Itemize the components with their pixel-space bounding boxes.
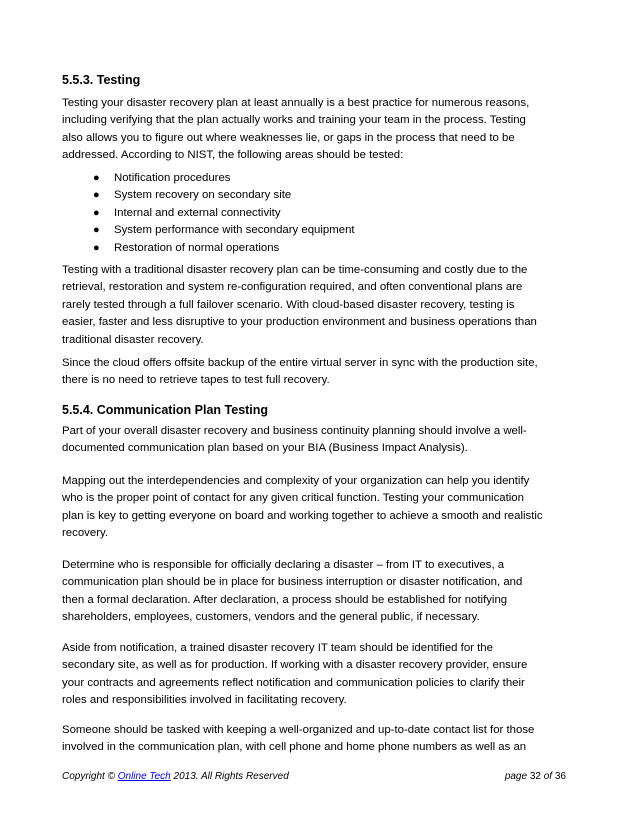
- text-line: including verifying that the plan actually works and training your team in the process. Testing: [62, 114, 526, 127]
- bullet-icon: ●: [93, 241, 100, 254]
- section-heading-communication-plan-testing: 5.5.4. Communication Plan Testing: [62, 403, 269, 417]
- text-line: there is no need to retrieve tapes to test full recovery.: [62, 374, 330, 387]
- page-prefix: page: [504, 771, 530, 782]
- text-line: documented communication plan based on your BIA (Business Impact Analysis).: [62, 442, 468, 455]
- communication-declaration-paragraph: [62, 557, 576, 627]
- list-item: [62, 240, 576, 257]
- text-line: Determine who is responsible for officially declaring a disaster – from IT to executives, a: [62, 559, 505, 571]
- page-total: 36: [554, 771, 566, 782]
- nist-test-areas-list: [62, 170, 576, 257]
- text-line: Aside from notification, a trained disaster recovery IT team should be identified for the: [62, 642, 493, 654]
- text-line: communication plan should be in place for business interruption or disaster notification, and: [62, 576, 523, 589]
- section-heading-testing: 5.5.3. Testing: [62, 73, 141, 87]
- list-item: [62, 170, 576, 187]
- text-line: also allows you to figure out where weaknesses lie, or gaps in the process that need to be: [62, 131, 515, 144]
- text-line: secondary site, as well as for production. If working with a disaster recovery provider, ensure: [62, 659, 528, 672]
- text-line: Testing your disaster recovery plan at least annually is a best practice for numerous reasons,: [62, 97, 530, 109]
- copyright-prefix: Copyright ©: [62, 771, 118, 782]
- testing-intro-paragraph: [62, 95, 576, 165]
- page-of: of: [540, 771, 555, 782]
- list-item: [62, 205, 576, 222]
- list-item: [62, 222, 576, 239]
- text-line: shareholders, employees, customers, vendors and the general public, if necessary.: [62, 611, 480, 624]
- bullet-icon: ●: [93, 189, 100, 202]
- text-line: who is the proper point of contact for any given critical function. Testing your communication: [62, 492, 524, 505]
- text-line: recovery.: [62, 527, 108, 540]
- bullet-icon: ●: [93, 224, 100, 237]
- text-line: retrieval, restoration and system re-configuration required, and often conventional plans are: [62, 281, 523, 294]
- list-item-text: System recovery on secondary site: [114, 189, 292, 202]
- copyright-suffix: 2013. All Rights Reserved: [170, 771, 289, 782]
- communication-intro-paragraph: [62, 423, 576, 458]
- text-line: Someone should be tasked with keeping a well-organized and up-to-date contact list for those: [62, 724, 535, 736]
- communication-mapping-paragraph: [62, 473, 576, 543]
- communication-contact-list-paragraph: [62, 722, 576, 757]
- list-item: [62, 187, 576, 204]
- copyright-notice: [62, 770, 289, 784]
- text-line: roles and responsibilities involved in facilitating recovery.: [62, 694, 347, 707]
- online-tech-link[interactable]: Online Tech: [117, 771, 171, 782]
- text-line: plan is key to getting everyone on board and working together to achieve a smooth and realistic: [62, 509, 543, 522]
- text-line: involved in the communication plan, with cell phone and home phone numbers as well as an: [62, 741, 527, 754]
- list-item-text: System performance with secondary equipment: [114, 224, 355, 237]
- list-item-text: Internal and external connectivity: [114, 206, 281, 219]
- text-line: easier, faster and less disruptive to your production environment and business operations than: [62, 316, 537, 329]
- text-line: your contracts and agreements reflect notification and communication policies to clarify their: [62, 676, 525, 689]
- text-line: traditional disaster recovery.: [62, 333, 204, 346]
- communication-team-paragraph: [62, 640, 576, 710]
- page-current: 32: [529, 771, 541, 782]
- testing-traditional-paragraph: [62, 262, 576, 349]
- page-number: [505, 770, 566, 784]
- text-line: Part of your overall disaster recovery and business continuity planning should involve a well-: [62, 425, 527, 437]
- testing-cloud-paragraph: [62, 355, 576, 390]
- list-item-text: Notification procedures: [114, 172, 231, 184]
- text-line: Mapping out the interdependencies and complexity of your organization can help you identify: [62, 475, 530, 487]
- text-line: Testing with a traditional disaster recovery plan can be time-consuming and costly due to the: [62, 264, 528, 276]
- text-line: rarely tested through a full failover scenario. With cloud-based disaster recovery, testing is: [62, 298, 515, 311]
- bullet-icon: ●: [93, 172, 100, 184]
- list-item-text: Restoration of normal operations: [114, 241, 280, 254]
- text-line: addressed. According to NIST, the following areas should be tested:: [62, 149, 404, 162]
- text-line: then a formal declaration. After declaration, a process should be established for notifying: [62, 593, 508, 606]
- bullet-icon: ●: [93, 206, 100, 219]
- text-line: Since the cloud offers offsite backup of the entire virtual server in sync with the production site,: [62, 357, 538, 369]
